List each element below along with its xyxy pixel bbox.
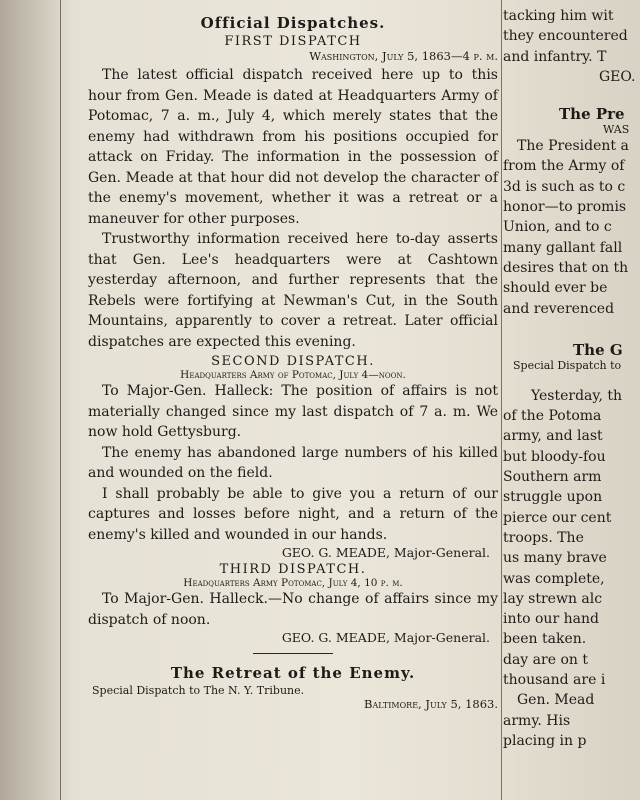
right-line: Yesterday, th — [531, 387, 622, 404]
second-dispatch — [88, 354, 498, 560]
right-line: of the Potoma — [503, 408, 602, 425]
first-dispatch-title: FIRST DISPATCH — [224, 34, 362, 49]
third-dispatch-origin: Headquarters Army Potomac, July 4, 10 p. m. — [183, 577, 403, 589]
main-column — [88, 12, 498, 713]
right-line: should ever be — [503, 280, 608, 297]
third-dispatch-title: THIRD DISPATCH. — [219, 562, 367, 577]
right-line: struggle upon — [503, 489, 603, 506]
second-dispatch-paragraph: To Major-Gen. Halleck: The position of affairs is not materially changed since my last dispatch of 7 a. m. We now hold Gettysburg. — [88, 383, 498, 440]
first-dispatch-paragraph: The latest official dispatch received here up to this hour from Gen. Meade is dated at Headquarters Army of Potomac, 7 a. m., July 4, which merely states that the enemy had withdrawn from his positions occupied for attack on Friday. The information in the possession of Gen. Meade at that hour did not develop the character of the enemy's movement, whether it was a retreat or a maneuver for other purposes. — [88, 67, 498, 227]
third-dispatch-signature: GEO. G. MEADE, Major-General. — [281, 630, 490, 645]
right-line: and infantry. T — [503, 48, 607, 65]
right-line: desires that on th — [503, 259, 629, 276]
right-line: from the Army of — [503, 158, 625, 175]
second-dispatch-paragraph: I shall probably be able to give you a return of our captures and losses before night, and a return of the enemy's killed and wounded in our hands. — [88, 485, 498, 543]
right-line: 3d is such as to c — [503, 178, 626, 195]
first-dispatch-dateline: Washington, July 5, 1863—4 p. m. — [309, 49, 498, 63]
second-dispatch-paragraph: The enemy has abandoned large numbers of his killed and wounded on the field. — [88, 444, 498, 481]
right-line: lay strewn alc — [503, 590, 603, 607]
retreat-dateline: Baltimore, July 5, 1863. — [364, 697, 498, 711]
right-line: army, and last — [503, 428, 603, 445]
right-line: into our hand — [503, 611, 599, 628]
right-line: many gallant fall — [503, 239, 623, 256]
retreat-article — [88, 664, 498, 711]
column-rule-right — [501, 0, 502, 800]
retreat-headline: The Retreat of the Enemy. — [170, 664, 416, 682]
first-dispatch-paragraph: Trustworthy information received here to-day asserts that Gen. Lee's headquarters were at Cashtown yesterday afternoon, and further represents that the Rebels were fortifying at Newman's Cut, in the South Mountains, apparently to cover a retreat. Later official dispatches are expected this evening. — [88, 231, 498, 350]
right-line: honor—to promis — [503, 199, 627, 216]
right-line: pierce our cent — [503, 509, 612, 526]
right-line: been taken. — [503, 631, 587, 648]
right-line: army. His — [503, 712, 571, 729]
second-dispatch-signature: GEO. G. MEADE, Major-General. — [281, 545, 490, 560]
second-dispatch-title: SECOND DISPATCH. — [211, 354, 375, 369]
right-line: was complete, — [503, 570, 605, 587]
right-line: they encountered — [503, 28, 628, 45]
right-line: day are on t — [503, 651, 588, 668]
right-line: and reverenced — [503, 300, 615, 317]
third-dispatch-paragraph: To Major-Gen. Halleck.—No change of affairs since my dispatch of noon. — [88, 591, 498, 628]
right-line: The President a — [517, 138, 629, 155]
right-subhead: WAS — [603, 123, 630, 137]
right-headline: The G — [573, 340, 623, 359]
column-rule-left — [60, 0, 61, 800]
right-line: thousand are i — [503, 672, 606, 689]
right-subhead: Special Dispatch to — [513, 358, 622, 372]
right-column — [503, 0, 640, 800]
headline: Official Dispatches. — [200, 14, 386, 32]
right-headline: The Pre — [559, 105, 625, 124]
section-divider — [253, 653, 333, 654]
right-signature: GEO. — [599, 68, 636, 85]
right-line: placing in p — [503, 732, 587, 749]
right-line: Southern arm — [503, 469, 602, 486]
right-line: Union, and to c — [503, 219, 612, 236]
right-line: troops. The — [503, 529, 584, 546]
right-line: tacking him wit — [503, 8, 614, 24]
retreat-origin: Special Dispatch to The N. Y. Tribune. — [92, 684, 305, 697]
first-dispatch — [88, 34, 498, 352]
right-line: but bloody-fou — [503, 448, 606, 465]
third-dispatch — [88, 562, 498, 645]
right-line: Gen. Mead — [517, 692, 595, 709]
right-line: us many brave — [503, 550, 607, 567]
second-dispatch-origin: Headquarters Army of Potomac, July 4—noon. — [180, 369, 406, 381]
